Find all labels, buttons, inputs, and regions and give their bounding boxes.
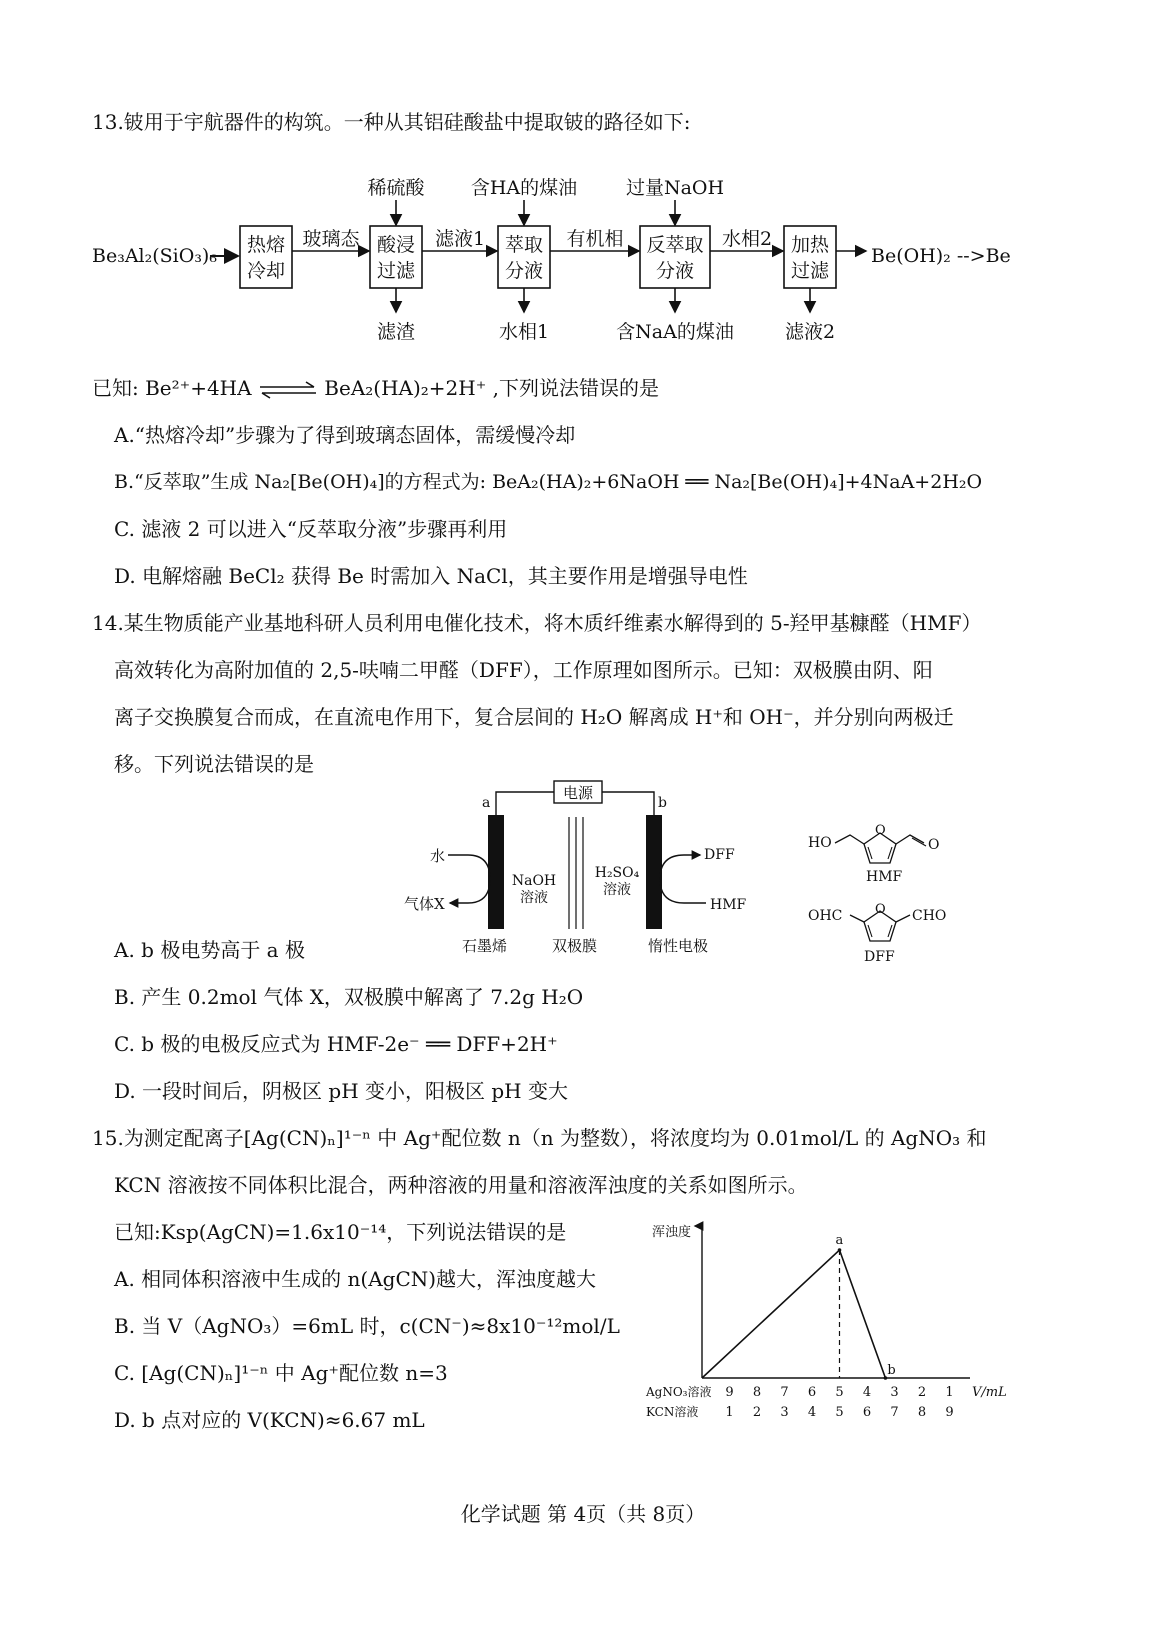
kcn-tick: 2 xyxy=(752,1405,762,1420)
point-a-label: a xyxy=(835,1233,844,1248)
flow-link-2: 滤液1 xyxy=(434,228,486,250)
kcn-tick: 7 xyxy=(890,1405,899,1420)
membrane-label: 双极膜 xyxy=(552,937,598,955)
kcn-row-label: KCN溶液 xyxy=(646,1405,699,1419)
known-suffix: BeA₂(HA)₂+2H⁺ ,下列说法错误的是 xyxy=(324,376,659,400)
agno3-row-label: AgNO₃溶液 xyxy=(646,1385,712,1399)
kcn-tick: 6 xyxy=(862,1405,872,1420)
q15-option-b: B. 当 V（AgNO₃）=6mL 时，c(CN⁻)≈8x10⁻¹²mol/L xyxy=(114,1314,620,1338)
kcn-tick: 8 xyxy=(917,1405,927,1420)
agno3-tick: 4 xyxy=(862,1385,872,1400)
flow-start: Be₃Al₂(SiO₃)₆ xyxy=(92,245,217,267)
agno3-tick: 9 xyxy=(725,1385,734,1400)
page-footer: 化学试题 第 4页（共 8页） xyxy=(460,1502,706,1526)
kcn-tick: 4 xyxy=(807,1405,817,1420)
q14-option-c: C. b 极的电极反应式为 HMF-2e⁻ ══ DFF+2H⁺ xyxy=(114,1032,558,1056)
q13-option-d: D. 电解熔融 BeCl₂ 获得 Be 时需加入 NaCl，其主要作用是增强导电性 xyxy=(114,564,748,588)
flow-input-1: 稀硫酸 xyxy=(367,177,425,199)
a-label: a xyxy=(482,795,491,811)
q13-option-b: B.“反萃取”生成 Na₂[Be(OH)₄]的方程式为: BeA₂(HA)₂+6NaOH ══ Na₂[Be(OH)₄]+4NaA+2H₂O xyxy=(114,471,983,493)
q13-stem: 13.铍用于宇航器件的构筑。一种从其铝硅酸盐中提取铍的路径如下: xyxy=(92,110,691,134)
flow-box-2-line-2: 过滤 xyxy=(376,260,416,282)
water-label: 水 xyxy=(430,847,446,865)
q14-stem-line-4: 移。下列说法错误的是 xyxy=(114,752,314,776)
q13-option-c: C. 滤液 2 可以进入“反萃取分液”步骤再利用 xyxy=(114,517,508,541)
svg-text:OHC: OHC xyxy=(808,908,843,924)
q14-option-a: A. b 极电势高于 a 极 xyxy=(114,938,305,962)
q15-stem-line-2: KCN 溶液按不同体积比混合，两种溶液的用量和溶液浑浊度的关系如图所示。 xyxy=(114,1173,808,1197)
q14-stem-line-1: 14.某生物质能产业基地科研人员利用电催化技术，将木质纤维素水解得到的 5-羟甲基糠醛（HMF） xyxy=(92,611,982,635)
q15-known: 已知:Ksp(AgCN)=1.6x10⁻¹⁴，下列说法错误的是 xyxy=(114,1220,567,1244)
graphene-label: 石墨烯 xyxy=(462,937,508,955)
point-b-label: b xyxy=(887,1363,896,1378)
agno3-tick: 1 xyxy=(945,1385,954,1400)
flow-box-5-line-1: 加热 xyxy=(790,234,830,256)
agno3-tick: 5 xyxy=(835,1385,844,1400)
point-a-marker xyxy=(838,1248,842,1252)
flow-box-3-line-2: 分液 xyxy=(504,260,544,282)
flow-box-1-line-2: 冷却 xyxy=(246,260,286,282)
q15-stem-line-1: 15.为测定配离子[Ag(CN)ₙ]¹⁻ⁿ 中 Ag⁺配位数 n（n 为整数），将浓度均为 0.01mol/L 的 AgNO₃ 和 xyxy=(92,1126,987,1150)
flow-box-4-line-1: 反萃取 xyxy=(646,234,704,256)
svg-text:CHO: CHO xyxy=(912,908,947,924)
flow-link-1: 玻璃态 xyxy=(302,228,360,250)
flow-output-4: 滤液2 xyxy=(784,321,836,343)
flow-output-1: 滤渣 xyxy=(376,321,416,343)
graphene-electrode xyxy=(488,815,504,929)
q14-stem-line-2: 高效转化为高附加值的 2,5-呋喃二甲醛（DFF），工作原理如图所示。已知：双极膜由阴、阳 xyxy=(114,658,933,682)
gas-x-label: 气体X xyxy=(404,895,445,913)
flow-input-2: 含HA的煤油 xyxy=(470,177,578,199)
flow-box-1-line-1: 热熔 xyxy=(246,234,286,256)
flow-end: Be(OH)₂ -->Be xyxy=(871,245,1011,267)
flow-output-2: 水相1 xyxy=(498,321,550,343)
svg-text:HO: HO xyxy=(808,835,832,851)
kcn-tick: 3 xyxy=(780,1405,789,1420)
flow-box-5-line-2: 过滤 xyxy=(790,260,830,282)
svg-text:DFF: DFF xyxy=(864,949,895,965)
agno3-tick: 3 xyxy=(890,1385,899,1400)
q15-option-d: D. b 点对应的 V(KCN)≈6.67 mL xyxy=(114,1408,425,1432)
agno3-tick: 6 xyxy=(807,1385,817,1400)
flow-box-3-line-1: 萃取 xyxy=(504,234,544,256)
electrolysis-cell-diagram xyxy=(404,775,970,975)
q14-stem-line-3: 离子交换膜复合而成，在直流电作用下，复合层间的 H₂O 解离成 H⁺和 OH⁻，并分别向两极迁 xyxy=(114,705,954,729)
naoh-solution-label: 溶液 xyxy=(520,890,548,906)
kcn-tick: 5 xyxy=(835,1405,844,1420)
kcn-tick: 9 xyxy=(945,1405,954,1420)
agno3-tick: 8 xyxy=(752,1385,762,1400)
inert-electrode-label: 惰性电极 xyxy=(648,937,709,955)
known-prefix: 已知: Be²⁺+4HA xyxy=(92,376,252,400)
flow-box-4-line-2: 分液 xyxy=(655,260,695,282)
q15-option-c: C. [Ag(CN)ₙ]¹⁻ⁿ 中 Ag⁺配位数 n=3 xyxy=(114,1361,448,1385)
flow-link-3: 有机相 xyxy=(566,228,624,250)
h2so4-solution-label: 溶液 xyxy=(603,882,631,898)
flow-link-4: 水相2 xyxy=(721,228,773,250)
dff-structure xyxy=(808,902,946,965)
q15-option-a: A. 相同体积溶液中生成的 n(AgCN)越大，浑浊度越大 xyxy=(114,1267,597,1291)
turbidity-line xyxy=(702,1250,885,1378)
svg-text:O: O xyxy=(875,823,886,838)
flow-box-2-line-1: 酸浸 xyxy=(376,234,416,256)
dff-label: DFF xyxy=(704,847,735,863)
q13-option-a: A.“热熔冷却”步骤为了得到玻璃态固体，需缓慢冷却 xyxy=(114,423,576,447)
equilibrium-arrow-icon xyxy=(258,381,318,399)
turbidity-chart xyxy=(640,1218,1020,1433)
q13-known xyxy=(92,374,659,402)
svg-text:O: O xyxy=(928,837,940,853)
flow-output-3: 含NaA的煤油 xyxy=(616,321,734,343)
svg-text:O: O xyxy=(875,902,886,917)
agno3-tick: 2 xyxy=(917,1385,927,1400)
naoh-label: NaOH xyxy=(511,873,557,889)
kcn-tick: 1 xyxy=(725,1405,734,1420)
q14-option-d: D. 一段时间后，阴极区 pH 变小，阳极区 pH 变大 xyxy=(114,1079,568,1103)
flow-input-3: 过量NaOH xyxy=(625,177,725,199)
svg-text:HMF: HMF xyxy=(866,869,903,885)
h2so4-label: H₂SO₄ xyxy=(594,865,640,881)
q13-flowchart xyxy=(92,168,1042,348)
b-label: b xyxy=(658,795,667,811)
power-label: 电源 xyxy=(562,784,594,802)
y-axis-label: 浑浊度 xyxy=(652,1225,692,1240)
hmf-label: HMF xyxy=(710,897,747,913)
q14-option-b: B. 产生 0.2mol 气体 X，双极膜中解离了 7.2g H₂O xyxy=(114,985,584,1009)
agno3-tick: 7 xyxy=(780,1385,789,1400)
inert-electrode xyxy=(646,815,662,929)
x-axis-label: V/mL xyxy=(972,1385,1007,1400)
hmf-structure xyxy=(808,823,939,885)
